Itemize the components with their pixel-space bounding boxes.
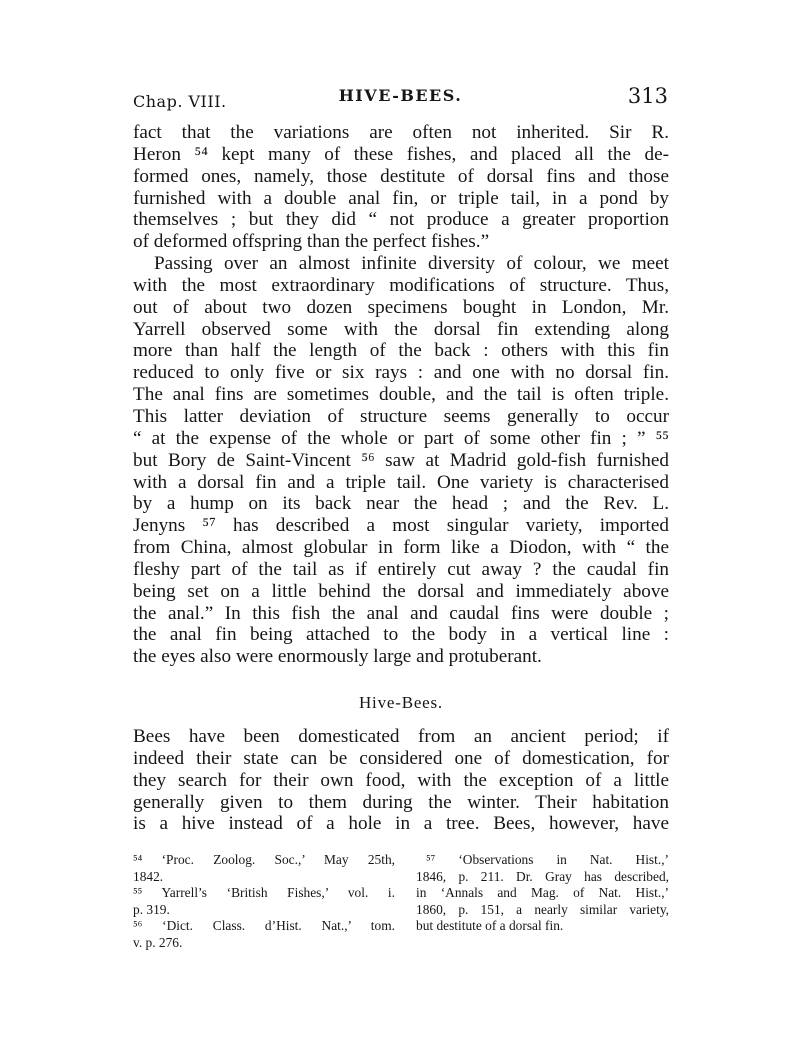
text-line: from China, almost globular in form like a Diodon, with “ the (133, 537, 669, 559)
text-line: furnished with a double anal fin, or triple tail, in a pond by (133, 187, 669, 209)
text-line: Bees have been domesticated from an ancient period; if (133, 726, 669, 747)
text-line: the anal fin being attached to the body in a vertical line : (133, 624, 669, 646)
text-line: is a hive instead of a hole in a tree. Bees, however, have (133, 813, 669, 835)
footnote-line: ⁵⁴ ‘Proc. Zoolog. Soc.,’ May 25th, (133, 852, 395, 867)
footnote-line: 1860, p. 151, a nearly similar variety, (416, 901, 669, 917)
text-line: Heron ⁵⁴ kept many of these fishes, and placed all the de- (133, 143, 669, 165)
running-title: HIVE-BEES. (338, 86, 463, 105)
text-line: generally given to them during the winter. Their habitation (133, 791, 669, 813)
footnote-line: in ‘Annals and Mag. of Nat. Hist.,’ (416, 885, 669, 900)
text-line: “ at the expense of the whole or part of some other fin ; ” ⁵⁵ (133, 427, 669, 449)
text-line: indeed their state can be considered one of domestication, for (133, 747, 669, 769)
footnote-line: 1842. (133, 868, 164, 884)
text-line: with the most extraordinary modifications of structure. Thus, (133, 274, 669, 296)
text-line: fleshy part of the tail as if entirely cut away ? the caudal fin (133, 558, 669, 580)
footnotes-right-column (416, 852, 669, 935)
text-line: the anal.” In this fish the anal and caudal fins were double ; (133, 602, 669, 624)
text-line: being set on a little behind the dorsal and immediately above (133, 580, 669, 602)
text-line: out of about two dozen specimens bought in London, Mr. (133, 296, 669, 318)
running-header (133, 82, 668, 122)
footnote-line: v. p. 276. (133, 934, 183, 950)
footnote-line: ⁵⁷ ‘Observations in Nat. Hist.,’ (426, 852, 669, 867)
text-line: they search for their own food, with the exception of a little (133, 769, 669, 791)
footnote-line: 1846, p. 211. Dr. Gray has described, (416, 868, 669, 884)
text-line: with a dorsal fin and a triple tail. One variety is characterised (133, 471, 669, 493)
text-line: Jenyns ⁵⁷ has described a most singular variety, imported (133, 515, 669, 537)
text-line: by a hump on its back near the head ; and the Rev. L. (133, 493, 669, 515)
text-line: Yarrell observed some with the dorsal fin extending along (133, 318, 669, 340)
text-line: Passing over an almost infinite diversity of colour, we meet (154, 253, 669, 275)
footnote-line: but destitute of a dorsal fin. (416, 918, 564, 933)
footnotes-left-column (133, 852, 395, 951)
section-heading: Hive-Bees. (358, 693, 443, 712)
footnote-line: ⁵⁶ ‘Dict. Class. d’Hist. Nat.,’ tom. (133, 918, 395, 933)
footnote-line: p. 319. (133, 901, 170, 917)
section-paragraph (133, 726, 669, 835)
text-line: more than half the length of the back : others with this fin (133, 340, 669, 362)
text-line: of deformed offspring than the perfect fishes.” (133, 231, 490, 253)
text-line: fact that the variations are often not inherited. Sir R. (133, 122, 669, 143)
text-line: the eyes also were enormously large and protuberant. (133, 646, 542, 668)
page-number: 313 (627, 84, 668, 108)
text-line: formed ones, namely, those destitute of dorsal fins and those (133, 165, 669, 187)
text-line: but Bory de Saint-Vincent ⁵⁶ saw at Madrid gold-fish furnished (133, 449, 669, 471)
footnote-line: ⁵⁵ Yarrell’s ‘British Fishes,’ vol. i. (133, 885, 395, 900)
text-line: themselves ; but they did “ not produce a greater proportion (133, 209, 669, 231)
body-paragraphs (133, 122, 669, 668)
text-line: The anal fins are sometimes double, and the tail is often triple. (133, 384, 669, 406)
text-line: reduced to only five or six rays : and one with no dorsal fin. (133, 362, 669, 384)
text-line: This latter deviation of structure seems generally to occur (133, 405, 669, 427)
chapter-label: Chap. VIII. (133, 92, 227, 111)
